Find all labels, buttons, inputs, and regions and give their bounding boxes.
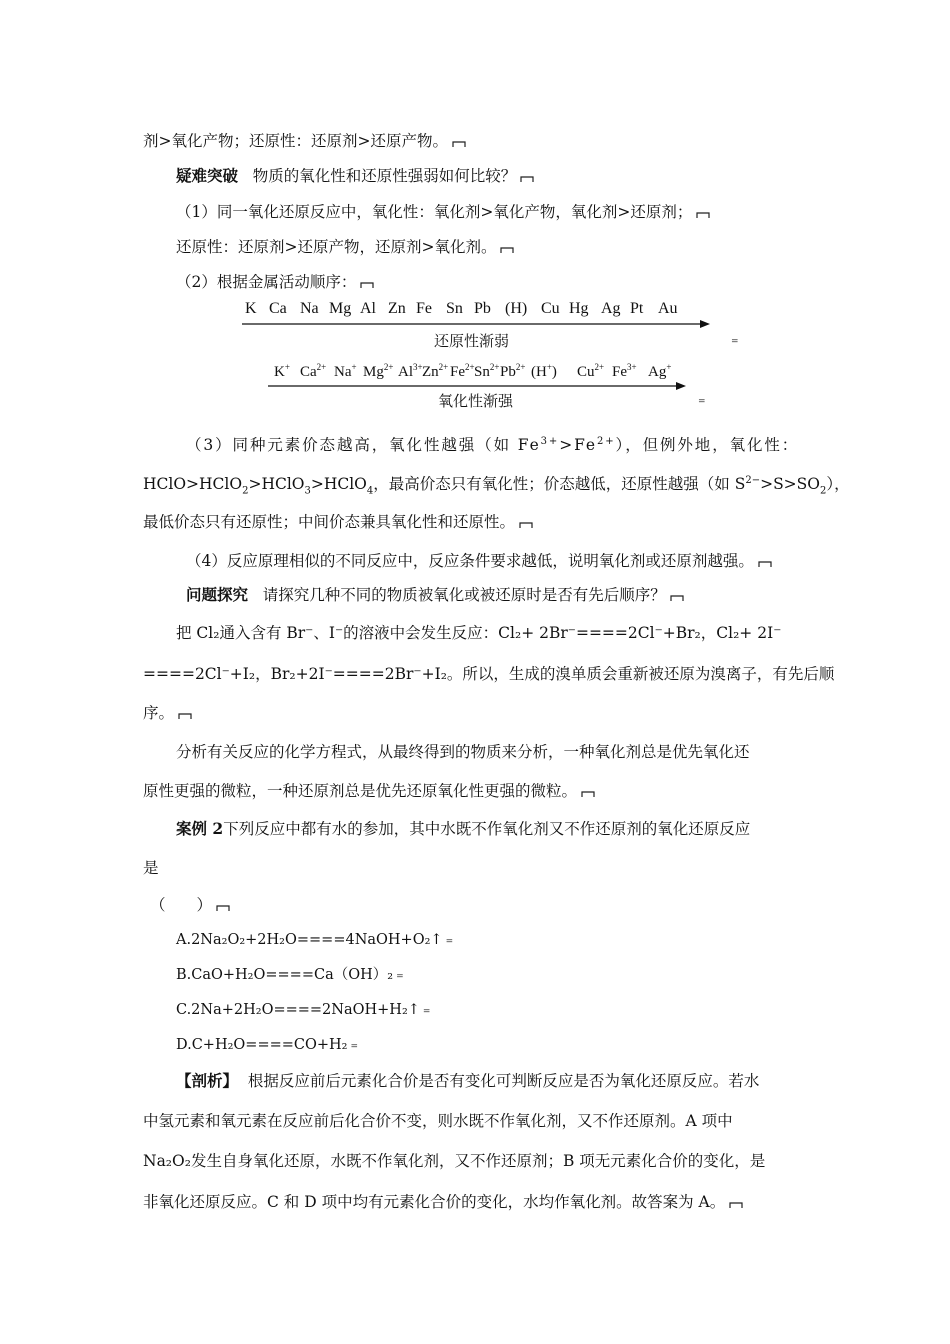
return-mark-icon <box>360 281 374 289</box>
ion-symbol: $Sn^{2+}$ <box>474 362 500 380</box>
paragraph-line: 是 <box>143 859 159 877</box>
option-d: D.C+H₂O====CO+H₂ = <box>176 1037 359 1053</box>
return-mark-icon <box>452 140 466 148</box>
paragraph-line: （3）同种元素价态越高，氧化性越强（如 $Fe^{3+}>Fe^{2+}$），但例外地，氧化性： <box>186 436 800 455</box>
metal-symbol: (H) <box>505 300 528 317</box>
ion-symbol: (H+) <box>531 362 557 380</box>
answer-blank: （ ） <box>150 894 230 916</box>
oxidizing-trend-caption: 氧化性渐强 <box>438 392 514 410</box>
paragraph-line: 非氧化还原反应。C 和 D 项中均有元素化合价的变化，水均作氧化剂。故答案为 A。 <box>143 1191 743 1213</box>
metal-symbol: Al <box>360 300 376 317</box>
option-a: A.2Na₂O₂+2H₂O====4NaOH+O₂↑ = <box>176 932 454 948</box>
metal-symbol: Mg <box>329 300 352 317</box>
paragraph-line: 分析有关反应的化学方程式，从最终得到的物质来分析，一种氧化剂总是优先氧化还 <box>176 743 750 761</box>
paragraph-line: 中氢元素和氧元素在反应前后化合价不变，则水既不作氧化剂，又不作还原剂。A 项中 <box>143 1112 733 1130</box>
metal-symbol: Fe <box>416 300 432 317</box>
metal-symbol: Ca <box>269 300 287 317</box>
metal-symbol: K <box>245 300 257 317</box>
metal-symbol: Zn <box>388 300 406 317</box>
paragraph-line: （1）同一氧化还原反应中，氧化性：氧化剂>氧化产物，氧化剂>还原剂； <box>176 201 710 223</box>
section-heading: 问题探究 请探究几种不同的物质被氧化或被还原时是否有先后顺序？ <box>186 584 684 606</box>
equation-marker: = <box>731 337 739 347</box>
reducing-trend-caption: 还原性渐弱 <box>434 332 510 350</box>
ion-symbol: $Zn^{2+}$ <box>422 362 449 380</box>
ion-symbol: $Al^{3+}$ <box>398 362 423 380</box>
metal-symbol: Hg <box>569 300 589 317</box>
ion-symbol: $Fe^{3+}$ <box>612 362 637 380</box>
metal-symbol: Cu <box>541 300 560 317</box>
return-mark-icon <box>670 594 684 602</box>
return-mark-icon <box>178 712 192 720</box>
analysis-paragraph: 【剖析】 根据反应前后元素化合价是否有变化可判断反应是否为氧化还原反应。若水 <box>176 1071 760 1090</box>
return-mark-icon <box>729 1201 743 1209</box>
section-heading: 疑难突破 物质的氧化性和还原性强弱如何比较？ <box>176 165 534 187</box>
paragraph-line: HClO>HClO$_2$>HClO$_3$>HClO$_4$，最高价态只有氧化性；价态越低，还原性越强（如 $S^{2-}>S>SO_2$）， <box>143 475 850 497</box>
return-mark-icon <box>519 521 533 529</box>
ion-symbol: $Fe^{2+}$ <box>450 362 475 380</box>
equation-marker: = <box>698 397 706 407</box>
metal-symbol: Ag <box>601 300 621 317</box>
ion-symbol: $Cu^{2+}$ <box>577 362 605 380</box>
return-mark-icon <box>581 790 595 798</box>
paragraph-line: （4）反应原理相似的不同反应中，反应条件要求越低，说明氧化剂或还原剂越强。 <box>186 550 772 572</box>
option-b: B.CaO+H₂O====Ca（OH）₂ = <box>176 967 404 983</box>
metal-symbol: Pt <box>630 300 644 317</box>
paragraph-line: 最低价态只有还原性；中间价态兼具氧化性和还原性。 <box>143 511 533 533</box>
paragraph-line: （2）根据金属活动顺序： <box>176 271 374 293</box>
metal-symbol: Au <box>658 300 678 317</box>
return-mark-icon <box>758 560 772 568</box>
return-mark-icon <box>520 175 534 183</box>
return-mark-icon <box>216 904 230 912</box>
paragraph-line: 序。 <box>143 702 192 724</box>
paragraph-line: Na₂O₂发生自身氧化还原，水既不作氧化剂，又不作还原剂；B 项无元素化合价的变化，是 <box>143 1152 766 1170</box>
ion-symbol: Ag+ <box>648 362 672 380</box>
return-mark-icon <box>500 246 514 254</box>
paragraph-line: 剂>氧化产物；还原性：还原剂>还原产物。 <box>143 130 466 152</box>
case-question: 案例 2下列反应中都有水的参加，其中水既不作氧化剂又不作还原剂的氧化还原反应 <box>176 819 751 838</box>
series-arrow-icon <box>242 318 712 330</box>
metal-symbol: Na <box>300 300 319 317</box>
paragraph-line: 把 Cl₂通入含有 Br⁻、I⁻的溶液中会发生反应：Cl₂+ 2Br⁻====2Cl⁻+Br₂，Cl₂+ 2I⁻ <box>176 624 782 642</box>
ion-symbol: $Pb^{2+}$ <box>500 362 526 380</box>
metal-symbol: Pb <box>474 300 491 317</box>
return-mark-icon <box>696 211 710 219</box>
paragraph-line: 还原性：还原剂>还原产物，还原剂>氧化剂。 <box>176 236 514 258</box>
metal-symbol: Sn <box>446 300 463 317</box>
option-c: C.2Na+2H₂O====2NaOH+H₂↑ = <box>176 1002 431 1018</box>
paragraph-line: ====2Cl⁻+I₂，Br₂+2I⁻====2Br⁻+I₂。所以，生成的溴单质会重新被还原为溴离子，有先后顺 <box>143 665 835 683</box>
ion-symbol: $Mg^{2+}$ <box>363 362 394 380</box>
paragraph-line: 原性更强的微粒，一种还原剂总是优先还原氧化性更强的微粒。 <box>143 780 595 802</box>
ion-symbol: $Ca^{2+}$ <box>300 362 327 380</box>
ion-symbol: Na+ <box>334 362 357 380</box>
ion-symbol: K+ <box>274 362 290 380</box>
